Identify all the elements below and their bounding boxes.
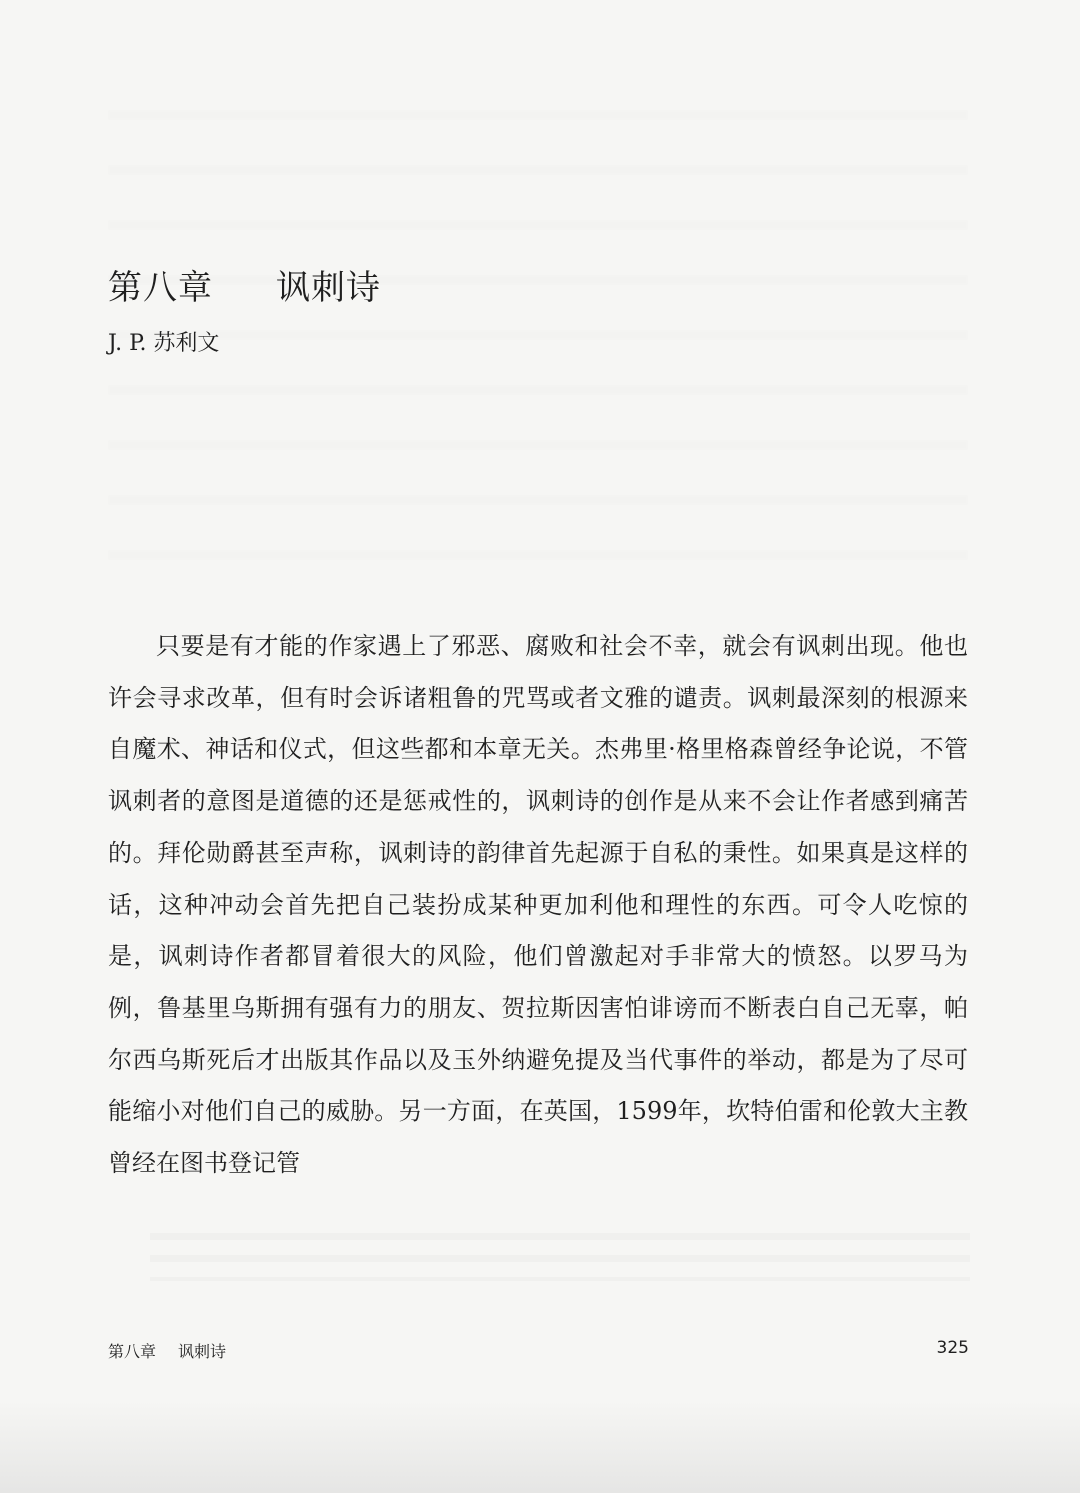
footer-chapter-title: 讽刺诗 bbox=[178, 1342, 227, 1361]
scan-edge-shadow bbox=[0, 1400, 1080, 1493]
show-through-text bbox=[108, 110, 968, 590]
author-name: J. P. 苏利文 bbox=[108, 331, 220, 356]
footer-chapter-number: 第八章 bbox=[108, 1342, 157, 1361]
body-paragraph: 只要是有才能的作家遇上了邪恶、腐败和社会不幸，就会有讽刺出现。他也许会寻求改革，但有时会诉诸粗鲁的咒骂或者文雅的谴责。讽刺最深刻的根源来自魔术、神话和仪式，但这些都和本章无关。杰弗里·格里格森曾经争论说，不管讽刺者的意图是道德的还是惩戒性的，讽刺诗的创作是从来不会让作者感到痛苦的。拜伦勋爵甚至声称，讽刺诗的韵律首先起源于自私的秉性。如果真是这样的话，这种冲动会首先把自己装扮成某种更加利他和理性的东西。可令人吃惊的是，讽刺诗作者都冒着很大的风险，他们曾激起对手非常大的愤怒。以罗马为例，鲁基里乌斯拥有强有力的朋友、贺拉斯因害怕诽谤而不断表白自己无辜，帕尔西乌斯死后才出版其作品以及玉外纳避免提及当代事件的举动，都是为了尽可能缩小对他们自己的威胁。另一方面，在英国，1599年，坎特伯雷和伦敦大主教曾经在图书登记管 bbox=[108, 632, 968, 1178]
show-through-footnote bbox=[150, 1233, 970, 1281]
chapter-name: 讽刺诗 bbox=[276, 268, 381, 308]
chapter-number: 第八章 bbox=[108, 268, 213, 308]
chapter-title bbox=[108, 260, 381, 309]
page-number: 325 bbox=[936, 1338, 969, 1358]
running-footer bbox=[108, 1339, 226, 1362]
